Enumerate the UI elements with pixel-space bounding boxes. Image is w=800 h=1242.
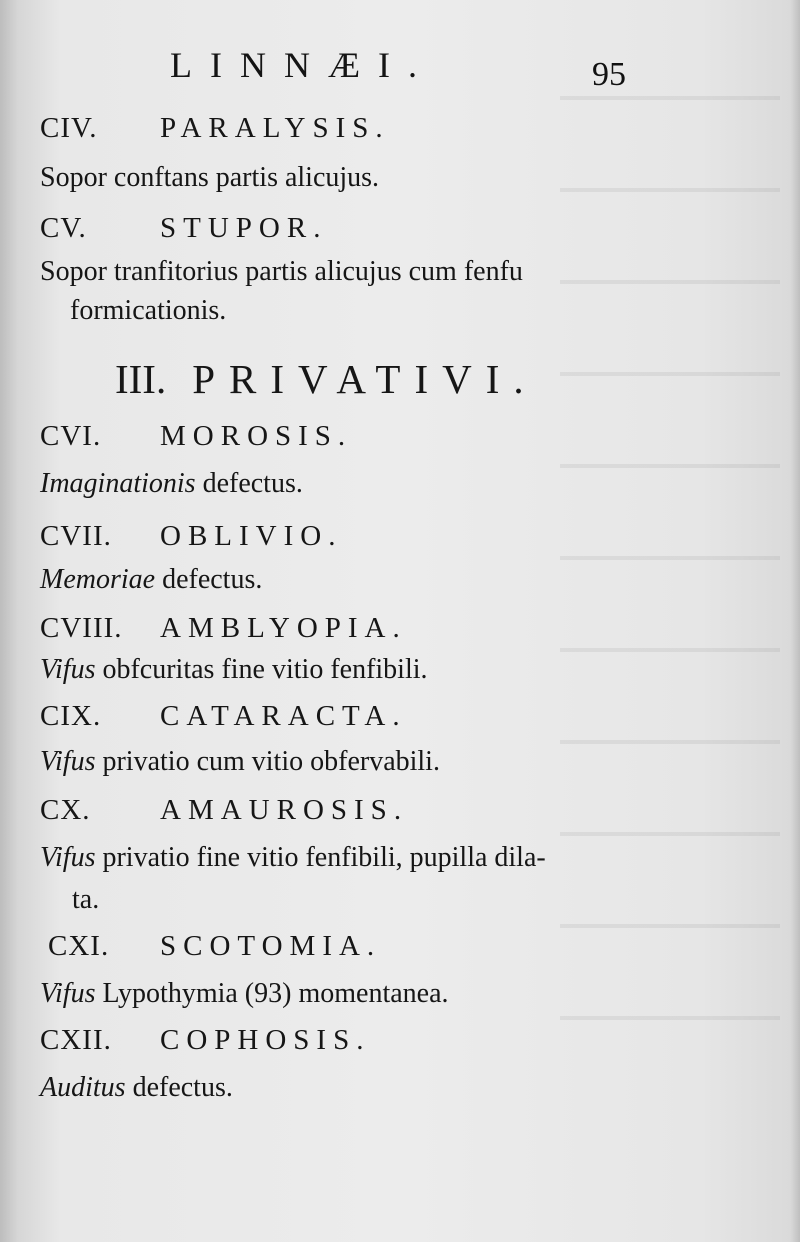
- entry-description-continued: [72, 884, 99, 916]
- entry-number: CXI.: [48, 930, 110, 962]
- entry-name: COPHOSIS.: [160, 1024, 371, 1056]
- entry-number: CIV.: [40, 112, 98, 144]
- entry-heading: [40, 212, 327, 245]
- entry-description-text: defectus.: [195, 468, 303, 499]
- entry-heading: [40, 612, 407, 645]
- page-edge-shadow: [790, 0, 800, 1242]
- entry-heading: [40, 1024, 370, 1057]
- entry-description: [40, 842, 546, 874]
- entry-description-italic: Vifus: [40, 842, 96, 873]
- entry-heading: [48, 930, 381, 963]
- entry-description-continued: [70, 295, 226, 327]
- entry-description-text: obfcuritas fine vitio fenfibili.: [95, 654, 428, 685]
- entry-number: CVI.: [40, 420, 102, 452]
- entry-number: CXII.: [40, 1024, 112, 1056]
- page-number: 95: [592, 56, 626, 93]
- entry-name: AMBLYOPIA.: [160, 612, 407, 644]
- entry-name: SCOTOMIA.: [160, 930, 382, 962]
- entry-description-text: privatio fine vitio fenfibili, pupilla dila-: [95, 842, 546, 873]
- entry-description: [40, 162, 379, 194]
- entry-description-text: Sopor tranfitorius partis alicujus cum fenfu: [40, 256, 523, 287]
- section-heading: [115, 355, 538, 403]
- entry-heading: [40, 420, 352, 453]
- entry-description-italic: Vifus: [40, 746, 96, 777]
- entry-number: CX.: [40, 794, 91, 826]
- entry-name: CATARACTA.: [160, 700, 407, 732]
- entry-description: [40, 468, 303, 500]
- entry-description-text: Sopor conftans partis alicujus.: [40, 162, 380, 193]
- entry-description-text: ta.: [72, 884, 100, 915]
- entry-name: STUPOR.: [160, 212, 328, 244]
- entry-number: CV.: [40, 212, 87, 244]
- entry-description-italic: Vifus: [40, 978, 96, 1009]
- entry-name: OBLIVIO.: [160, 520, 343, 552]
- entry-description: [40, 1072, 233, 1104]
- show-through-text: [560, 60, 780, 1100]
- section-number: III.: [115, 356, 167, 402]
- entry-description-italic: Vifus: [40, 654, 96, 685]
- entry-description: [40, 256, 523, 288]
- entry-number: CVII.: [40, 520, 112, 552]
- entry-description-text: privatio cum vitio obfervabili.: [95, 746, 440, 777]
- entry-heading: [40, 794, 408, 827]
- entry-heading: [40, 700, 407, 733]
- entry-number: CIX.: [40, 700, 102, 732]
- entry-description-italic: Memoriae: [40, 564, 156, 595]
- entry-name: PARALYSIS.: [160, 112, 390, 144]
- entry-description: [40, 978, 449, 1010]
- entry-description-italic: Imaginationis: [40, 468, 196, 499]
- entry-description-text: formicationis.: [70, 295, 227, 326]
- entry-description-italic: Auditus: [40, 1072, 126, 1103]
- entry-description: [40, 746, 440, 778]
- entry-description-text: Lypothymia (93) momentanea.: [95, 978, 449, 1009]
- entry-number: CVIII.: [40, 612, 123, 644]
- entry-name: MOROSIS.: [160, 420, 353, 452]
- section-title: PRIVATIVI.: [192, 356, 538, 402]
- entry-description-text: defectus.: [125, 1072, 233, 1103]
- entry-name: AMAUROSIS.: [160, 794, 409, 826]
- entry-heading: [40, 520, 342, 553]
- entry-description: [40, 564, 262, 596]
- entry-description-text: defectus.: [155, 564, 263, 595]
- running-title: LINNÆI.: [170, 45, 435, 85]
- entry-heading: [40, 112, 390, 145]
- entry-description: [40, 654, 428, 686]
